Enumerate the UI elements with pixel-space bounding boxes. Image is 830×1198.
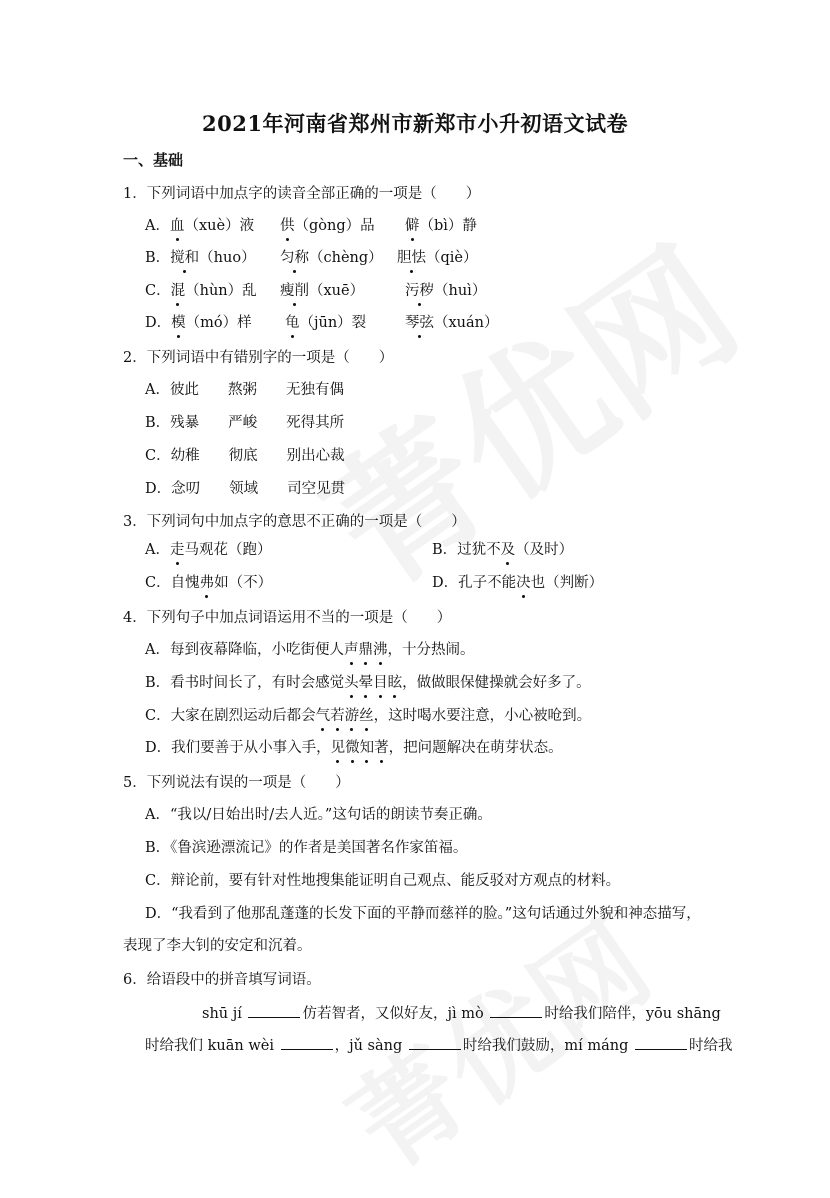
answer-blank-2[interactable] xyxy=(490,1003,542,1018)
q4-option-c[interactable]: C．大家在剧烈运动后都会气若游丝，这时喝水要注意，小心被呛到。 xyxy=(145,708,592,724)
dotted-char: 供 xyxy=(280,218,295,234)
question-4-stem: 4．下列句子中加点词语运用不当的一项是（ ） xyxy=(123,610,452,626)
q3-option-d[interactable]: D．孔子不能决也（判断） xyxy=(432,575,604,591)
dotted-char: 及 xyxy=(500,542,516,558)
dotted-char: 琴弦 xyxy=(405,315,434,331)
dotted-char: 走 xyxy=(169,542,185,558)
q5-option-b[interactable]: B．《鲁滨逊漂流记》的作者是美国著名作家笛福。 xyxy=(145,840,468,856)
dotted-char: 混 xyxy=(170,283,186,299)
dotted-char: 搅和 xyxy=(170,250,200,266)
dotted-char: 目 xyxy=(373,675,388,691)
q2-option-c[interactable]: C．幼稚 彻底 别出心裁 xyxy=(145,448,345,464)
q6-line-1: shū jí 仿若智者，又似好友，jì mò 时给我们陪伴，yōu shāng xyxy=(202,1003,721,1024)
page-title: 2021年河南省郑州市新郑市小升初语文试卷 xyxy=(202,111,628,136)
dotted-char: 决 xyxy=(516,575,531,591)
dotted-char: 游 xyxy=(344,708,360,724)
dotted-char: 晕 xyxy=(358,675,374,691)
q5-option-d-continued: 表现了李大钊的安定和沉着。 xyxy=(123,938,312,954)
q2-option-a[interactable]: A．彼此 熬粥 无独有偶 xyxy=(145,382,344,398)
dotted-char: 胆怯 xyxy=(397,250,426,266)
question-1-stem: 1．下列词语中加点字的读音全部正确的一项是（ ） xyxy=(123,186,481,202)
dotted-char: 眩 xyxy=(387,675,403,691)
dotted-phrase xyxy=(344,642,388,658)
q5-option-a[interactable]: A．“我以/日始出时/去人近。”这句话的朗读节奏正确。 xyxy=(145,807,492,823)
dotted-char: 丝 xyxy=(359,708,374,724)
question-3-stem: 3．下列词句中加点字的意思不正确的一项是（ ） xyxy=(123,514,466,530)
q3-option-b[interactable]: B．过犹不及（及时） xyxy=(432,542,574,558)
dotted-char: 瘦削 xyxy=(280,283,309,299)
dotted-char: 知 xyxy=(359,740,375,756)
question-2-stem: 2．下列词语中有错别字的一项是（ ） xyxy=(123,350,394,366)
dotted-char: 著 xyxy=(374,740,389,756)
dotted-char: 头 xyxy=(344,675,359,691)
dotted-char: 气 xyxy=(315,708,331,724)
q1-option-a[interactable]: A．血（xuè）液 供（gòng）品 僻（bì）静 xyxy=(145,218,477,234)
q3-option-c[interactable]: C．自愧弗如（不） xyxy=(145,575,273,591)
dotted-char: 模 xyxy=(171,315,186,331)
q3-option-a[interactable]: A．走马观花（跑） xyxy=(145,542,272,558)
section-heading: 一、基础 xyxy=(123,151,184,169)
dotted-char: 龟 xyxy=(285,315,300,331)
q2-option-d[interactable]: D．念叨 领域 司空见贯 xyxy=(145,481,346,497)
q5-option-d[interactable]: D．“我看到了他那乱蓬蓬的长发下面的平静而慈祥的脸。”这句话通过外貌和神态描写， xyxy=(145,906,701,922)
dotted-char: 僻 xyxy=(405,218,420,234)
q4-option-d[interactable]: D．我们要善于从小事入手，见微知著，把问题解决在萌芽状态。 xyxy=(145,740,563,756)
pinyin-shuji: shū jí xyxy=(202,1006,242,1022)
q1-option-d[interactable]: D．模（mó）样 龟（jūn）裂 琴弦（xuán） xyxy=(145,315,499,331)
dotted-char: 污秽 xyxy=(405,283,434,299)
q4-option-a[interactable]: A．每到夜幕降临，小吃街便人声鼎沸，十分热闹。 xyxy=(145,642,475,658)
dotted-phrase xyxy=(344,675,402,691)
dotted-char: 匀称 xyxy=(280,250,309,266)
dotted-char: 声 xyxy=(343,642,359,658)
dotted-char: 沸 xyxy=(372,642,388,658)
q6-line-2: 时给我们 kuān wèi ，jǔ sàng 时给我们鼓励，mí máng 时给我 xyxy=(145,1035,732,1056)
q1-option-c[interactable]: C．混（hùn）乱 瘦削（xuē） 污秽（huì） xyxy=(145,283,487,299)
dotted-phrase xyxy=(331,740,389,756)
q1-option-b[interactable]: B．搅和（huo） 匀称（chèng） 胆怯（qiè） xyxy=(145,250,478,266)
q5-option-c[interactable]: C．辩论前，要有针对性地搜集能证明自己观点、能反驳对方观点的材料。 xyxy=(145,873,621,889)
dotted-char: 微 xyxy=(345,740,360,756)
answer-blank-4[interactable] xyxy=(409,1035,461,1050)
dotted-phrase xyxy=(316,708,374,724)
q2-option-b[interactable]: B．残暴 严峻 死得其所 xyxy=(145,415,345,431)
question-6-stem: 6．给语段中的拼音填写词语。 xyxy=(123,972,321,988)
question-5-stem: 5．下列说法有误的一项是（ ） xyxy=(123,775,350,791)
dotted-char: 弗 xyxy=(199,575,215,591)
answer-blank-5[interactable] xyxy=(635,1035,687,1050)
answer-blank-3[interactable] xyxy=(281,1035,333,1050)
dotted-char: 鼎 xyxy=(358,642,373,658)
answer-blank-1[interactable] xyxy=(248,1003,300,1018)
dotted-char: 血 xyxy=(169,218,185,234)
dotted-char: 若 xyxy=(330,708,345,724)
dotted-char: 见 xyxy=(330,740,346,756)
q4-option-b[interactable]: B．看书时间长了，有时会感觉头晕目眩，做做眼保健操就会好多了。 xyxy=(145,675,591,691)
